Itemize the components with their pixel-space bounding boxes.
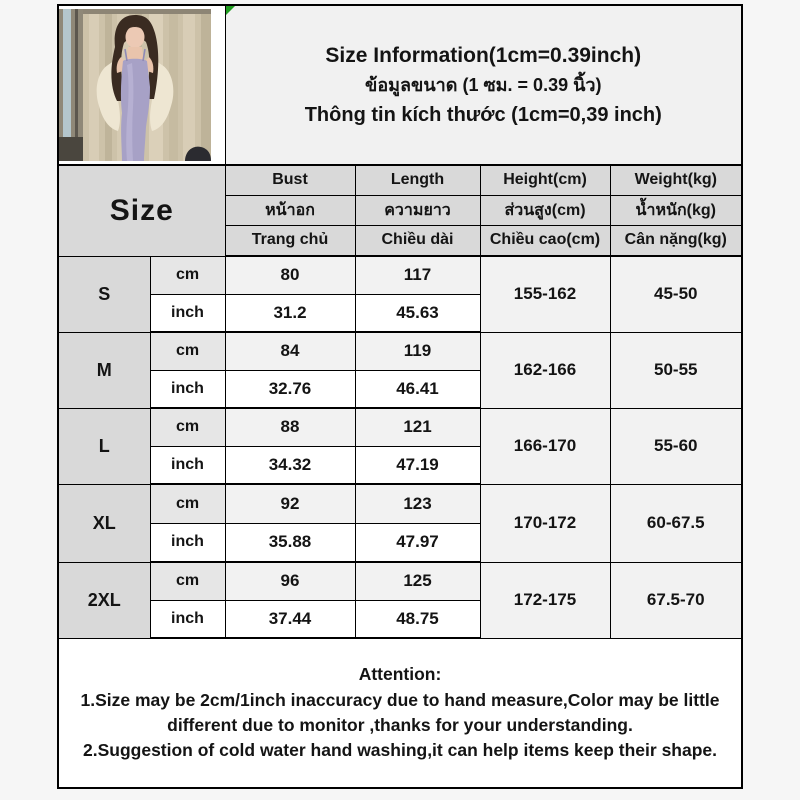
length-cm-value: 125 [355,562,480,600]
height-range: 170-172 [480,484,610,562]
row-L-cm [58,408,742,446]
size-label: L [58,408,150,484]
bust-cm-value: 92 [225,484,355,523]
attention-heading: Attention: [358,664,442,685]
bust-inch-value: 37.44 [225,600,355,638]
size-label: M [58,332,150,408]
unit-label-cm: cm [150,256,225,294]
size-table [57,4,743,789]
height-range: 162-166 [480,332,610,408]
bust-inch-value: 34.32 [225,446,355,484]
row-2XL-cm [58,562,742,600]
col-header-bust-vi: Trang chủ [225,225,355,256]
unit-label-cm: cm [150,332,225,370]
unit-label-cm: cm [150,408,225,446]
size-label: S [58,256,150,332]
length-cm-value: 119 [355,332,480,370]
col-header-weight-en: Weight(kg) [610,165,742,195]
bust-inch-value: 31.2 [225,294,355,332]
model-photo [59,9,211,161]
length-inch-value: 48.75 [355,600,480,638]
attention-note-2: 2.Suggestion of cold water hand washing,it can help items keep their shape. [83,740,718,761]
title-thai: ข้อมูลขนาด (1 ซม. = 0.39 นิ้ว) [365,74,602,95]
green-corner-flag-icon [226,6,235,15]
weight-range: 67.5-70 [610,562,742,638]
height-range: 172-175 [480,562,610,638]
length-inch-value: 47.97 [355,523,480,562]
height-range: 155-162 [480,256,610,332]
length-cm-value: 121 [355,408,480,446]
size-label: XL [58,484,150,562]
row-M-cm [58,332,742,370]
attention-row [58,638,742,788]
product-photo-cell [58,5,225,165]
unit-label-cm: cm [150,562,225,600]
length-inch-value: 46.41 [355,370,480,408]
bust-cm-value: 96 [225,562,355,600]
size-header: Size [58,165,225,256]
bust-inch-value: 35.88 [225,523,355,562]
title-cell [225,5,742,165]
weight-range: 45-50 [610,256,742,332]
col-header-bust-en: Bust [225,165,355,195]
size-chart-sheet [57,4,741,789]
col-header-weight-vi: Cân nặng(kg) [610,225,742,256]
photo-title-row [58,5,742,165]
bust-cm-value: 88 [225,408,355,446]
unit-label-cm: cm [150,484,225,523]
header-row-en [58,165,742,195]
height-range: 166-170 [480,408,610,484]
attention-cell [58,638,742,788]
unit-label-inch: inch [150,523,225,562]
bust-inch-value: 32.76 [225,370,355,408]
length-inch-value: 45.63 [355,294,480,332]
col-header-height-th: ส่วนสูง(cm) [480,195,610,225]
col-header-length-th: ความยาว [355,195,480,225]
col-header-length-en: Length [355,165,480,195]
col-header-length-vi: Chiều dài [355,225,480,256]
weight-range: 50-55 [610,332,742,408]
bust-cm-value: 84 [225,332,355,370]
attention-note-1: 1.Size may be 2cm/1inch inaccuracy due to hand measure,Color may be little different due to monitor ,thanks for your understanding. [80,689,720,735]
unit-label-inch: inch [150,446,225,484]
length-cm-value: 117 [355,256,480,294]
weight-range: 55-60 [610,408,742,484]
unit-label-inch: inch [150,294,225,332]
unit-label-inch: inch [150,600,225,638]
length-inch-value: 47.19 [355,446,480,484]
size-label: 2XL [58,562,150,638]
weight-range: 60-67.5 [610,484,742,562]
bust-cm-value: 80 [225,256,355,294]
col-header-bust-th: หน้าอก [225,195,355,225]
col-header-height-vi: Chiều cao(cm) [480,225,610,256]
row-XL-cm [58,484,742,523]
col-header-weight-th: น้ำหนัก(kg) [610,195,742,225]
col-header-height-en: Height(cm) [480,165,610,195]
length-cm-value: 123 [355,484,480,523]
unit-label-inch: inch [150,370,225,408]
title-english: Size Information(1cm=0.39inch) [325,44,642,68]
title-vietnamese: Thông tin kích thước (1cm=0,39 inch) [304,103,662,126]
row-S-cm [58,256,742,294]
